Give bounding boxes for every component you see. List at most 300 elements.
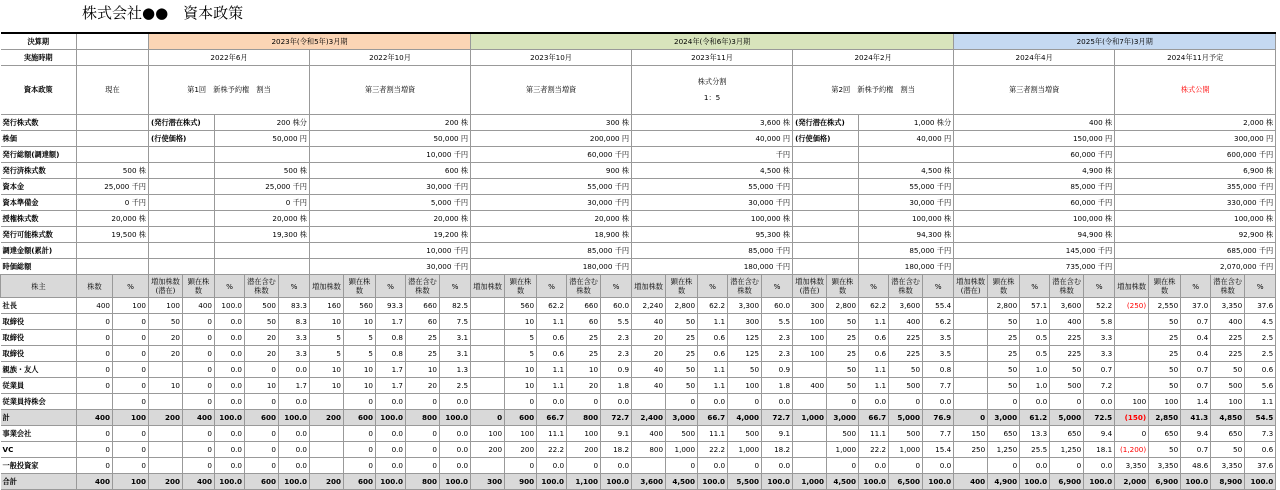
table-cell: 180,000 千円 — [632, 259, 793, 275]
table-cell — [471, 458, 505, 474]
table-cell: 100 — [149, 298, 183, 314]
table-cell: 100.0 — [215, 474, 245, 490]
table-cell: 0.0 — [440, 394, 471, 410]
table-cell: 0.0 — [215, 314, 245, 330]
table-cell: 0.0 — [215, 346, 245, 362]
table-cell: 1,250 — [1050, 442, 1084, 458]
table-cell: 100.0 — [1245, 474, 1276, 490]
table-cell: 1.8 — [762, 378, 793, 394]
table-cell: 千円 — [632, 147, 793, 163]
table-cell: 0 — [567, 394, 601, 410]
table-cell: 650 — [988, 426, 1020, 442]
row-label: 事業会社 — [1, 426, 77, 442]
table-cell — [954, 314, 988, 330]
table-cell: 0.0 — [215, 442, 245, 458]
table-cell: 0 — [183, 346, 215, 362]
table-cell: 0.0 — [440, 458, 471, 474]
table-cell: 0 — [77, 458, 113, 474]
table-cell: 72.7 — [762, 410, 793, 426]
table-cell: 400 — [77, 474, 113, 490]
table-cell — [149, 227, 215, 243]
table-cell: 40,000 円 — [632, 131, 793, 147]
table-cell — [149, 243, 215, 259]
capital-row — [1, 243, 1276, 259]
table-cell: 5,500 — [728, 474, 762, 490]
table-cell: 9.4 — [1084, 426, 1115, 442]
table-cell: 0 — [728, 394, 762, 410]
table-cell — [149, 163, 215, 179]
table-cell: 50 — [1211, 362, 1245, 378]
table-cell: 300,000 円 — [1115, 131, 1276, 147]
table-cell: 0.7 — [1181, 378, 1211, 394]
table-cell: 3,600 — [632, 474, 666, 490]
timing-date: 2024年4月 — [954, 50, 1115, 66]
column-header: 増加株数 — [632, 275, 666, 298]
table-cell: 92,900 株 — [1115, 227, 1276, 243]
table-cell: 18.1 — [1084, 442, 1115, 458]
table-cell: 0.7 — [1181, 314, 1211, 330]
table-cell: 0 — [113, 362, 149, 378]
policy-text: 株式分割 — [697, 77, 727, 86]
table-cell: 50 — [1149, 362, 1181, 378]
table-cell: 19,300 株 — [215, 227, 310, 243]
table-cell: 50 — [666, 314, 698, 330]
table-cell — [1115, 346, 1149, 362]
table-cell: 0 — [889, 394, 923, 410]
table-cell: 5.6 — [1245, 378, 1276, 394]
column-header: % — [698, 275, 728, 298]
table-cell: 100 — [567, 426, 601, 442]
table-cell: (行使価格) — [149, 131, 215, 147]
table-cell: 66.7 — [698, 410, 728, 426]
table-cell — [149, 211, 215, 227]
table-cell: 225 — [1211, 330, 1245, 346]
table-cell: 20 — [245, 346, 279, 362]
table-cell: 200 — [149, 474, 183, 490]
table-cell: 0.0 — [279, 394, 310, 410]
policy-name — [1115, 66, 1276, 115]
row-label: 計 — [1, 410, 77, 426]
table-cell: 0.0 — [1020, 458, 1050, 474]
table-cell: 800 — [632, 442, 666, 458]
column-header: % — [1084, 275, 1115, 298]
capital-row — [1, 195, 1276, 211]
table-cell: 400 — [889, 314, 923, 330]
table-cell: 25,000 千円 — [215, 179, 310, 195]
table-cell: 100.0 — [1020, 474, 1050, 490]
table-cell: 1,250 — [988, 442, 1020, 458]
table-cell: 900 — [505, 474, 537, 490]
table-cell: 10 — [505, 314, 537, 330]
table-cell: 20 — [245, 330, 279, 346]
table-cell — [77, 147, 149, 163]
table-cell — [793, 147, 859, 163]
table-cell: 0.7 — [1181, 442, 1211, 458]
table-cell: 54.5 — [1245, 410, 1276, 426]
table-cell — [954, 378, 988, 394]
table-cell: (行使価格) — [793, 131, 859, 147]
table-cell: 0.9 — [601, 362, 632, 378]
table-cell: 0.0 — [698, 458, 728, 474]
table-cell: 100,000 株 — [632, 211, 793, 227]
table-cell: 800 — [567, 410, 601, 426]
table-cell: 10 — [149, 378, 183, 394]
table-cell — [149, 458, 183, 474]
table-cell: 20 — [406, 378, 440, 394]
table-cell: 0.8 — [376, 346, 406, 362]
table-cell: 400 — [793, 378, 827, 394]
table-cell: 0 — [113, 378, 149, 394]
table-cell: 0.0 — [279, 458, 310, 474]
column-header: 潜在含む株数 — [889, 275, 923, 298]
table-cell: 600,000 千円 — [1115, 147, 1276, 163]
table-cell — [632, 394, 666, 410]
policy-text: 第三者割当増資 — [1008, 85, 1060, 94]
table-cell: 100 — [793, 330, 827, 346]
table-cell — [954, 458, 988, 474]
row-label: 親族・友人 — [1, 362, 77, 378]
table-cell: 1.4 — [1181, 394, 1211, 410]
table-cell: 100 — [113, 410, 149, 426]
table-cell: 25 — [1149, 330, 1181, 346]
investor-row — [1, 442, 1276, 458]
table-cell: 9.1 — [762, 426, 793, 442]
row-label: 資本金 — [1, 179, 77, 195]
table-cell: 300 — [728, 314, 762, 330]
table-cell: 0 — [471, 410, 505, 426]
table-cell: 10 — [344, 362, 376, 378]
table-cell: 400 — [183, 410, 215, 426]
table-cell — [310, 442, 344, 458]
capital-row — [1, 227, 1276, 243]
table-cell: 2.3 — [762, 330, 793, 346]
column-header: 顕在株数 — [1149, 275, 1181, 298]
table-cell: 1.1 — [859, 378, 889, 394]
table-cell — [77, 50, 149, 66]
timing-date: 2023年10月 — [471, 50, 632, 66]
table-cell — [954, 394, 988, 410]
table-cell: 5 — [344, 330, 376, 346]
capital-row — [1, 259, 1276, 275]
table-cell: 25 — [827, 346, 859, 362]
period-header: 2025年(令和7年)3月期 — [954, 33, 1276, 50]
table-cell: 600 — [344, 474, 376, 490]
table-cell: 85,000 千円 — [859, 243, 954, 259]
table-cell — [1115, 314, 1149, 330]
table-cell: 225 — [889, 346, 923, 362]
table-cell: 400 — [183, 474, 215, 490]
table-cell: 55,000 千円 — [632, 179, 793, 195]
table-cell: 0 — [77, 346, 113, 362]
column-header: 顕在株数 — [183, 275, 215, 298]
table-cell: 50 — [827, 378, 859, 394]
table-cell: 0 — [406, 394, 440, 410]
table-cell: 0.0 — [537, 458, 567, 474]
table-cell: 200 — [471, 442, 505, 458]
policy-name — [632, 66, 793, 115]
table-cell: 0.0 — [1084, 458, 1115, 474]
table-cell: 100.0 — [601, 474, 632, 490]
column-header: 増加株数(潜在) — [954, 275, 988, 298]
table-cell: 2,000 — [1115, 474, 1149, 490]
table-cell: 6,900 — [1149, 474, 1181, 490]
capital-row — [1, 147, 1276, 163]
table-cell: 0 — [827, 458, 859, 474]
table-cell — [1115, 330, 1149, 346]
row-label: 発行株式数 — [1, 115, 77, 131]
capital-policy-table — [0, 32, 1276, 490]
table-cell: 0 — [183, 378, 215, 394]
table-cell: 100.0 — [215, 298, 245, 314]
table-cell: 400 — [954, 474, 988, 490]
table-cell: 0.7 — [1181, 362, 1211, 378]
period-row — [1, 33, 1276, 50]
table-cell: 100.0 — [376, 474, 406, 490]
policy-text: 第1回 新株予約権 割当 — [187, 85, 271, 94]
table-cell: 66.7 — [537, 410, 567, 426]
table-cell: 50 — [988, 314, 1020, 330]
table-cell: 400 — [1211, 314, 1245, 330]
table-cell: 660 — [406, 298, 440, 314]
table-cell — [149, 426, 183, 442]
table-cell — [471, 394, 505, 410]
table-cell: 5 — [310, 346, 344, 362]
table-cell: 85,000 千円 — [954, 179, 1115, 195]
table-cell: 60,000 千円 — [954, 195, 1115, 211]
table-cell: 180,000 千円 — [859, 259, 954, 275]
table-cell: 10 — [310, 362, 344, 378]
table-cell: 5 — [505, 346, 537, 362]
table-cell: 1,000 — [666, 442, 698, 458]
table-cell: 0 — [183, 394, 215, 410]
column-header: 潜在含む株数 — [567, 275, 601, 298]
table-cell: 61.2 — [1020, 410, 1050, 426]
table-cell: 25 — [988, 346, 1020, 362]
table-cell — [471, 330, 505, 346]
table-cell — [149, 259, 215, 275]
table-cell: 0 — [77, 314, 113, 330]
table-cell — [77, 33, 149, 50]
table-cell: 30,000 千円 — [471, 195, 632, 211]
table-cell: 100,000 株 — [1115, 211, 1276, 227]
table-cell: 200 — [310, 474, 344, 490]
table-cell: 500 — [889, 426, 923, 442]
table-cell: 400 — [77, 410, 113, 426]
table-cell: 83.3 — [279, 298, 310, 314]
table-cell: 40 — [632, 362, 666, 378]
table-cell: 25 — [1149, 346, 1181, 362]
table-cell: 800 — [406, 474, 440, 490]
table-cell: 0.0 — [923, 394, 954, 410]
table-cell: 60.0 — [601, 298, 632, 314]
table-cell: 600 — [245, 474, 279, 490]
table-cell: 7.2 — [1084, 378, 1115, 394]
table-cell: 25,000 千円 — [77, 179, 149, 195]
table-cell: 2,550 — [1149, 298, 1181, 314]
table-cell: 15.4 — [923, 442, 954, 458]
capital-row — [1, 163, 1276, 179]
table-cell: 72.5 — [1084, 410, 1115, 426]
table-cell: 20,000 株 — [77, 211, 149, 227]
table-cell: 93.3 — [376, 298, 406, 314]
table-cell — [471, 362, 505, 378]
period-header: 2024年(令和6年)3月期 — [471, 33, 954, 50]
table-cell: 2,070,000 千円 — [1115, 259, 1276, 275]
table-cell: 0 千円 — [215, 195, 310, 211]
table-cell: 400 — [1050, 314, 1084, 330]
table-cell: 0.0 — [215, 458, 245, 474]
table-cell: 1.8 — [601, 378, 632, 394]
table-cell — [793, 163, 859, 179]
timing-date: 2022年6月 — [149, 50, 310, 66]
table-cell: 0 — [77, 442, 113, 458]
capital-row — [1, 131, 1276, 147]
table-cell: 600 株 — [310, 163, 471, 179]
table-cell: 0.0 — [762, 458, 793, 474]
table-cell — [793, 259, 859, 275]
timing-row — [1, 50, 1276, 66]
table-cell: 8.3 — [279, 314, 310, 330]
table-cell: 22.2 — [698, 442, 728, 458]
table-cell: 1,000 株分 — [859, 115, 954, 131]
column-header: % — [1181, 275, 1211, 298]
total-row — [1, 474, 1276, 490]
table-cell: 10 — [310, 378, 344, 394]
table-cell — [77, 115, 149, 131]
table-cell: 150 — [954, 426, 988, 442]
policy-text: 第三者割当増資 — [364, 85, 416, 94]
table-cell: 300 — [793, 298, 827, 314]
table-cell: 0.0 — [1020, 394, 1050, 410]
table-cell: 30,000 千円 — [632, 195, 793, 211]
table-cell: 100 — [793, 346, 827, 362]
table-cell: 0 — [77, 378, 113, 394]
table-cell: 650 — [1211, 426, 1245, 442]
table-cell — [793, 458, 827, 474]
row-label: 発行総額(調達額) — [1, 147, 77, 163]
table-cell: 62.2 — [537, 298, 567, 314]
table-cell: 100 — [1149, 394, 1181, 410]
table-cell: 0.0 — [215, 378, 245, 394]
table-cell: 500 — [1211, 378, 1245, 394]
shareholder-header-row — [1, 275, 1276, 298]
table-cell: 400 — [183, 298, 215, 314]
table-cell: 0 — [344, 426, 376, 442]
table-cell: 4,500 — [827, 474, 859, 490]
table-cell: 55,000 千円 — [859, 179, 954, 195]
table-cell — [632, 458, 666, 474]
table-cell: 0.5 — [1020, 330, 1050, 346]
table-cell: 100 — [1211, 394, 1245, 410]
table-cell: 3,300 — [728, 298, 762, 314]
table-cell: 560 — [505, 298, 537, 314]
table-cell: 19,500 株 — [77, 227, 149, 243]
table-cell: 57.1 — [1020, 298, 1050, 314]
table-cell: 0.0 — [537, 394, 567, 410]
table-cell — [793, 243, 859, 259]
column-header: 潜在含む株数 — [245, 275, 279, 298]
table-cell: 735,000 千円 — [954, 259, 1115, 275]
table-cell: 0 — [567, 458, 601, 474]
row-label: 授権株式数 — [1, 211, 77, 227]
table-cell — [77, 394, 113, 410]
row-label: 取締役 — [1, 346, 77, 362]
row-label: 時価総額 — [1, 259, 77, 275]
table-cell: 100,000 株 — [859, 211, 954, 227]
table-cell: 1.1 — [698, 378, 728, 394]
table-cell: 50 — [149, 314, 183, 330]
table-cell — [471, 346, 505, 362]
column-header: 潜在含む株数 — [728, 275, 762, 298]
table-cell: 20 — [149, 330, 183, 346]
table-cell: 200 株分 — [215, 115, 310, 131]
column-header: % — [762, 275, 793, 298]
table-cell: 40 — [632, 314, 666, 330]
table-cell: 200 — [567, 442, 601, 458]
table-cell: 200 — [149, 410, 183, 426]
table-cell: 650 — [1050, 426, 1084, 442]
table-cell: 200 — [310, 410, 344, 426]
table-cell: 0 — [183, 426, 215, 442]
table-cell: 1.0 — [1020, 314, 1050, 330]
table-cell: (150) — [1115, 410, 1149, 426]
policy-name — [793, 66, 954, 115]
table-cell: 2.3 — [601, 346, 632, 362]
table-cell: 600 — [505, 410, 537, 426]
table-cell: 50 — [1149, 378, 1181, 394]
table-cell — [149, 147, 215, 163]
table-cell: 355,000 千円 — [1115, 179, 1276, 195]
table-cell: 4,900 株 — [954, 163, 1115, 179]
table-cell: 100 — [728, 378, 762, 394]
table-cell — [149, 179, 215, 195]
table-cell: 0.4 — [1181, 330, 1211, 346]
column-header: 増加株数(潜在) — [149, 275, 183, 298]
investor-row — [1, 426, 1276, 442]
table-cell: 0 — [666, 458, 698, 474]
table-cell: 0.6 — [537, 330, 567, 346]
table-cell: 500 株 — [77, 163, 149, 179]
table-cell: 4,000 — [728, 410, 762, 426]
table-cell: 400 — [632, 426, 666, 442]
row-label: 発行可能株式数 — [1, 227, 77, 243]
table-cell — [859, 147, 954, 163]
table-cell: 55.4 — [923, 298, 954, 314]
table-cell: 0 — [406, 442, 440, 458]
table-cell: 200,000 円 — [471, 131, 632, 147]
table-cell: 50 — [666, 362, 698, 378]
table-cell: 3,350 — [1115, 458, 1149, 474]
table-cell: 1.7 — [279, 378, 310, 394]
table-cell: 1,000 — [728, 442, 762, 458]
table-cell: 25.5 — [1020, 442, 1050, 458]
table-cell — [149, 442, 183, 458]
table-cell: 500 — [1050, 378, 1084, 394]
row-label: 発行済株式数 — [1, 163, 77, 179]
table-cell: 0.0 — [279, 362, 310, 378]
column-header: 増加株数(潜在) — [793, 275, 827, 298]
table-cell: 50 — [889, 362, 923, 378]
table-cell: 18.2 — [601, 442, 632, 458]
table-cell — [954, 362, 988, 378]
table-cell: 3.3 — [1084, 346, 1115, 362]
table-cell: 25 — [988, 330, 1020, 346]
shareholder-row — [1, 378, 1276, 394]
table-cell: 600 — [344, 410, 376, 426]
table-cell: 100 — [471, 426, 505, 442]
table-cell: (1,200) — [1115, 442, 1149, 458]
table-cell: 3,000 — [988, 410, 1020, 426]
